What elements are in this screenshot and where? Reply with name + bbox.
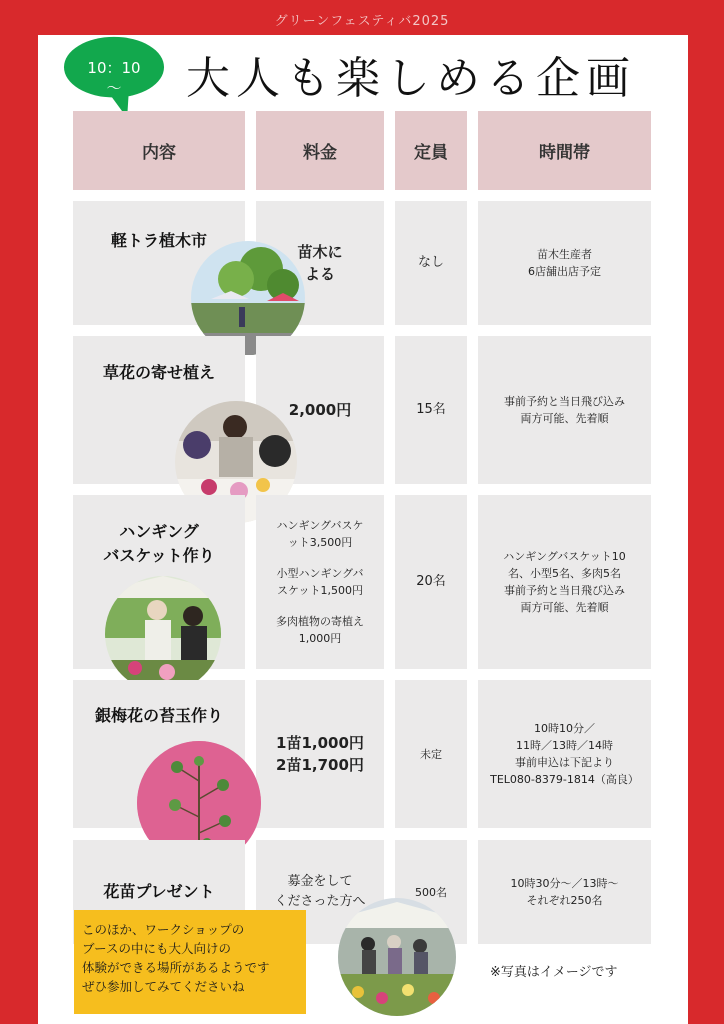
table-row-cell-time: ハンギングバスケット10 名、小型5名、多肉5名 事前予約と当日飛び込み 両方可能、先着順 [478, 495, 651, 669]
table-row-cell-capacity: 15名 [395, 336, 467, 484]
table-row-cell-capacity: なし [395, 201, 467, 325]
table-row-cell-fee: 苗木に よる [256, 201, 384, 325]
table-row-cell-fee: 1苗1,000円 2苗1,700円 [256, 680, 384, 828]
table-row-cell-capacity: 20名 [395, 495, 467, 669]
table-row-cell-capacity: 未定 [395, 680, 467, 828]
note-box: このほか、ワークショップの ブースの中にも大人向けの 体験ができる場所があるようです ぜひ参加してみてくださいね [74, 910, 306, 1014]
table-row-cell-fee: ハンギングバスケ ット3,500円 小型ハンギングバ スケット1,500円 多肉植物の寄植え 1,000円 [256, 495, 384, 669]
row-title: 銀梅花の苔玉作り [94, 706, 223, 725]
photo-hanging-basket [105, 576, 221, 692]
table-row-cell-time: 苗木生産者 6店舗出店予定 [478, 201, 651, 325]
table-row-cell-fee: 2,000円 [256, 336, 384, 484]
photo-flower-giveaway [338, 898, 456, 1016]
time-bubble-text: 10：10 ～ [87, 59, 141, 97]
table-row-cell-time: 事前予約と当日飛び込み 両方可能、先着順 [478, 336, 651, 484]
column-header-time: 時間帯 [478, 111, 651, 190]
row-title: 軽トラ植木市 [110, 231, 207, 250]
row-title: 花苗プレゼント [103, 882, 215, 901]
photo-disclaimer: ※写真はイメージです [490, 965, 618, 980]
column-header-content: 内容 [73, 111, 245, 190]
page-title: 大人も楽しめる企画 [186, 53, 636, 104]
row-title: ハンギング バスケット作り [103, 522, 215, 565]
table-row-cell-capacity: 500名 [395, 840, 467, 944]
table-row-cell-fee: 募金をして くださった方へ [256, 840, 384, 944]
column-header-fee: 料金 [256, 111, 384, 190]
row-title: 草花の寄せ植え [102, 363, 215, 382]
table-row-cell-time: 10時30分～／13時～ それぞれ250名 [478, 840, 651, 944]
column-header-capacity: 定員 [395, 111, 467, 190]
festival-label: グリーンフェスティバ2025 [274, 14, 450, 29]
table-row-cell-time: 10時10分／ 11時／13時／14時 事前申込は下記より TEL080-8379-1814（高良） [478, 680, 651, 828]
